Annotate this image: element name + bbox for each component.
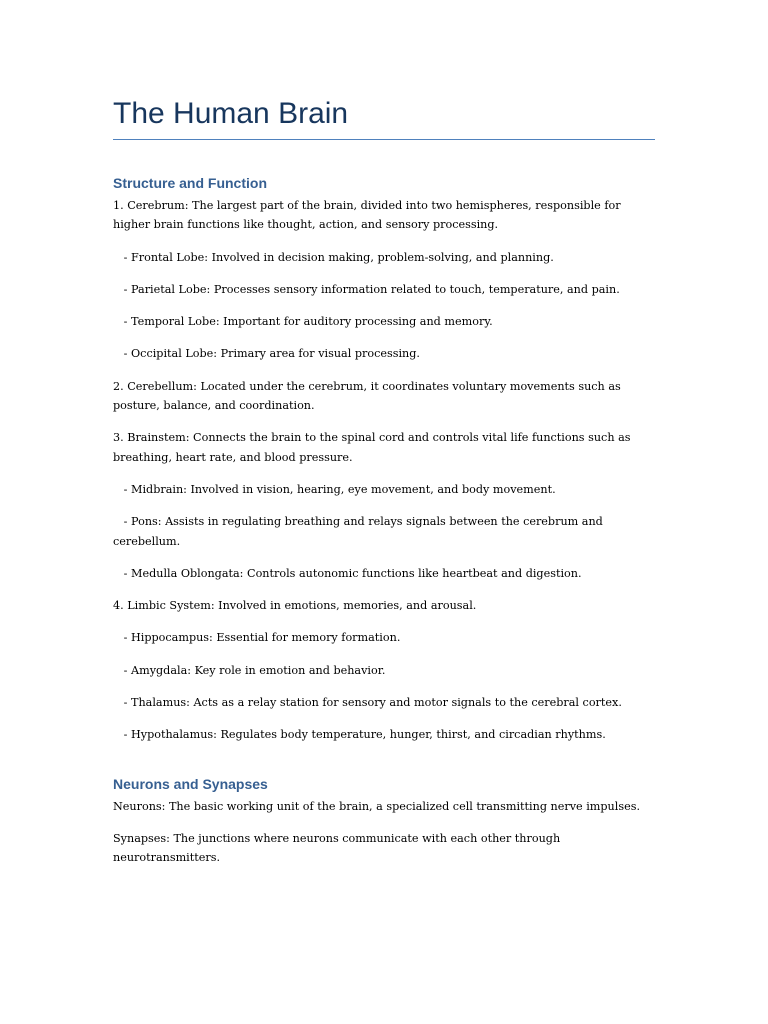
paragraph-amygdala: - Amygdala: Key role in emotion and behavior. <box>113 663 386 677</box>
paragraph-cerebellum: 2. Cerebellum: Located under the cerebrum, it coordinates voluntary movements such as posture, balance, and coordination. <box>113 379 621 413</box>
paragraph-synapses: Synapses: The junctions where neurons communicate with each other through neurotransmitters. <box>113 831 561 865</box>
document-title: The Human Brain <box>113 92 655 140</box>
document-page <box>113 92 655 868</box>
paragraph-pons: - Pons: Assists in regulating breathing and relays signals between the cerebrum and cerebellum. <box>113 515 603 548</box>
section-heading-structure: Structure and Function <box>113 175 267 191</box>
paragraph-medulla-oblongata: - Medulla Oblongata: Controls autonomic functions like heartbeat and digestion. <box>113 566 582 580</box>
paragraph-frontal-lobe: - Frontal Lobe: Involved in decision making, problem-solving, and planning. <box>113 250 554 264</box>
paragraph-parietal-lobe: - Parietal Lobe: Processes sensory information related to touch, temperature, and pain. <box>113 282 620 296</box>
section-heading-neurons: Neurons and Synapses <box>113 775 268 792</box>
paragraph-hippocampus: - Hippocampus: Essential for memory formation. <box>113 631 401 645</box>
paragraph-cerebrum: 1. Cerebrum: The largest part of the brain, divided into two hemispheres, responsible for higher brain functions like thought, action, and sensory processing. <box>113 199 621 232</box>
paragraph-midbrain: - Midbrain: Involved in vision, hearing, eye movement, and body movement. <box>113 482 556 496</box>
paragraph-temporal-lobe: - Temporal Lobe: Important for auditory processing and memory. <box>113 315 493 329</box>
paragraph-limbic-system: 4. Limbic System: Involved in emotions, memories, and arousal. <box>113 599 477 613</box>
paragraph-occipital-lobe: - Occipital Lobe: Primary area for visual processing. <box>113 347 420 361</box>
paragraph-thalamus: - Thalamus: Acts as a relay station for sensory and motor signals to the cerebral cortex. <box>113 696 622 710</box>
paragraph-neurons: Neurons: The basic working unit of the brain, a specialized cell transmitting nerve impulses. <box>113 799 641 813</box>
paragraph-hypothalamus: - Hypothalamus: Regulates body temperature, hunger, thirst, and circadian rhythms. <box>113 728 606 742</box>
paragraph-brainstem: 3. Brainstem: Connects the brain to the spinal cord and controls vital life functions such as breathing, heart rate, and blood pressure. <box>113 431 631 464</box>
